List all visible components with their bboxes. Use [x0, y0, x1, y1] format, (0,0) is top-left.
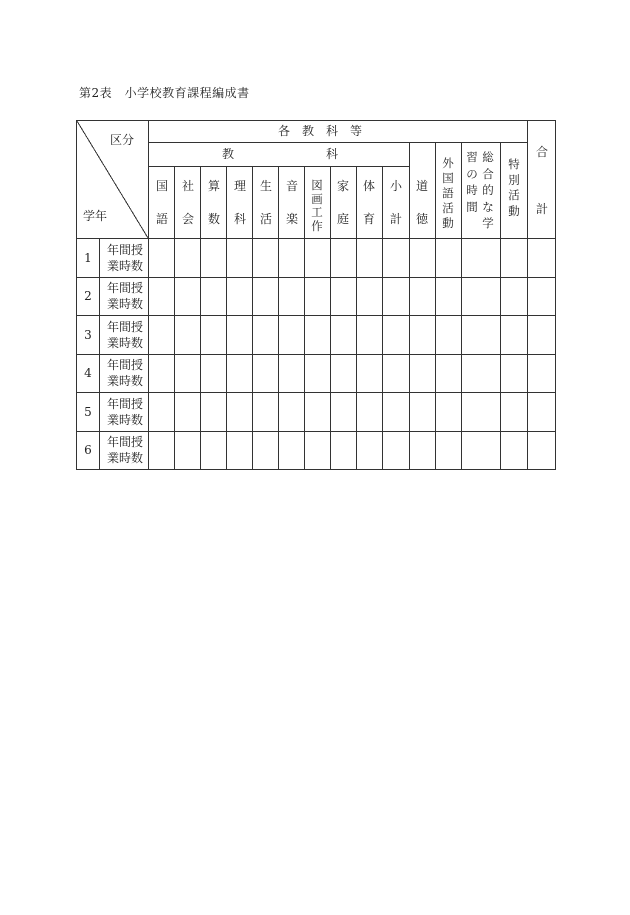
subject-top: 家	[336, 179, 349, 193]
subject-bottom: 育	[362, 212, 375, 226]
grade-number: 2	[84, 289, 92, 303]
subject-bottom: 庭	[336, 212, 349, 226]
row-label: 年間授 業時数	[106, 358, 143, 388]
row-label: 年間授 業時数	[106, 243, 143, 273]
goukei-bottom: 計	[535, 202, 548, 216]
subject-top: 音	[285, 179, 298, 193]
tokubetsu-label: 特 別 活 動	[508, 157, 520, 218]
grade-number: 4	[84, 366, 92, 380]
subject-top: 生	[259, 179, 272, 193]
gakunen-label: 学年	[82, 209, 107, 223]
grade-number: 1	[84, 251, 92, 265]
subject-top: 社	[181, 179, 194, 193]
doutoku-bottom: 徳	[415, 212, 428, 226]
document-title: 第2表 小学校教育課程編成書	[79, 86, 250, 100]
subject-bottom: 数	[207, 212, 220, 226]
doutoku-top: 道	[415, 179, 428, 193]
subject-bottom: 楽	[285, 212, 298, 226]
subject-bottom: 計	[389, 212, 402, 226]
subject-top: 体	[362, 179, 375, 193]
sougou-right-column: 総 合 的 な 学	[482, 150, 494, 230]
sougou-left-column: 習 の 時 間	[466, 150, 478, 214]
kyo-label: 教	[221, 147, 234, 161]
row-label: 年間授 業時数	[106, 397, 143, 427]
kakukyoka-label: 各 教 科 等	[277, 124, 362, 138]
row-label: 年間授 業時数	[106, 435, 143, 465]
grade-number: 3	[84, 328, 92, 342]
subject-bottom: 語	[155, 212, 168, 226]
subject-top: 国	[155, 179, 168, 193]
goukei-top: 合	[535, 145, 548, 159]
subject-top: 算	[207, 179, 220, 193]
grade-number: 6	[84, 443, 92, 457]
ka-label: 科	[325, 147, 338, 161]
subject-top: 小	[389, 179, 402, 193]
subject-top: 理	[233, 179, 246, 193]
subject-bottom: 科	[233, 212, 246, 226]
row-label: 年間授 業時数	[106, 320, 143, 350]
kubun-label: 区分	[109, 133, 134, 147]
gaikokugo-label: 外 国 語 活 動	[442, 156, 454, 230]
row-label: 年間授 業時数	[106, 281, 143, 311]
subject-bottom: 活	[259, 212, 272, 226]
grade-number: 5	[84, 405, 92, 419]
subject-bottom: 会	[181, 212, 194, 226]
zugakousaku-label: 図 画 工 作	[311, 178, 323, 233]
